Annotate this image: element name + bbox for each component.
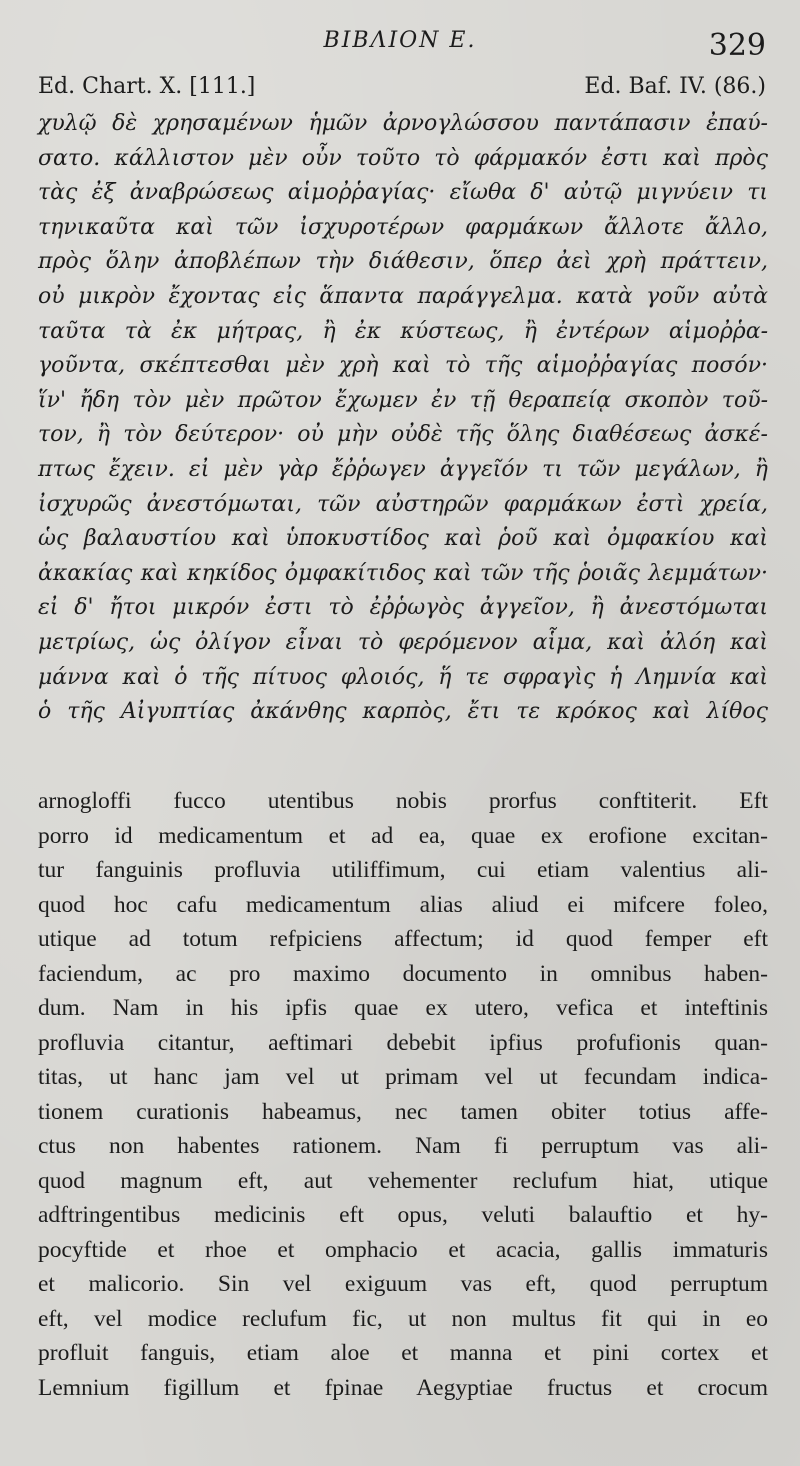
latin-line: et malicorio. Sin vel exiguum vas eft, quod perruptum — [38, 1271, 768, 1297]
latin-line: quod magnum eft, aut vehementer reclufum hiat, utique — [38, 1167, 768, 1194]
running-head: ΒΙΒΛΙΟΝ Ε. — [323, 28, 477, 53]
greek-line: ἵν' ἤδη τὸν μὲν πρῶτον ἔχωμεν ἐν τῇ θεραπείᾳ σκοπὸν τοῦ- — [38, 387, 768, 413]
edition-ref-right: Ed. Baf. IV. (86.) — [584, 74, 766, 99]
greek-line: ταῦτα τὰ ἐκ μήτρας, ἢ ἐκ κύστεως, ἢ ἐντέρων αἱμοῤῥα- — [38, 318, 768, 344]
greek-line: χυλῷ δὲ χρησαμένων ἡμῶν ἀρνογλώσσου παντάπασιν ἐπαύ- — [38, 111, 768, 136]
latin-line: dum. Nam in his ipfis quae ex utero, vefica et inteftinis — [38, 995, 768, 1021]
latin-line: quod hoc cafu medicamentum alias aliud ei mifcere foleo, — [38, 891, 768, 918]
greek-line: οὐ μικρὸν ἔχοντας εἰς ἅπαντα παράγγελμα. κατὰ γοῦν αὐτὰ — [38, 283, 768, 309]
greek-line: ὁ τῆς Αἰγυπτίας ἀκάνθης καρπὸς, ἔτι τε κρόκος καὶ λίθος — [38, 699, 768, 725]
greek-line: εἰ δ' ἤτοι μικρόν ἐστι τὸ ἐῤῥωγὸς ἀγγεῖον, ἢ ἀνεστόμωται — [38, 595, 768, 621]
latin-line: profluvia citantur, aeftimari debebit ipfius profufionis quan- — [38, 1029, 768, 1056]
latin-line: utique ad totum refpiciens affectum; id quod femper eft — [38, 926, 768, 952]
greek-text-block — [38, 107, 768, 730]
latin-line: arnogloffi fucco utentibus nobis prorfus conftiterit. Eft — [38, 788, 768, 814]
greek-line: γοῦντα, σκέπτεσθαι μὲν χρὴ καὶ τὸ τῆς αἱμοῤῥαγίας ποσόν· — [38, 353, 768, 379]
edition-ref-left: Ed. Chart. X. [111.] — [38, 74, 256, 99]
latin-line: eft, vel modice reclufum fic, ut non multus fit qui in eo — [38, 1305, 768, 1332]
latin-line: faciendum, ac pro maximo documento in omnibus haben- — [38, 960, 768, 987]
greek-line: ἰσχυρῶς ἀνεστόμωται, τῶν αὐστηρῶν φαρμάκων ἐστὶ χρεία, — [38, 491, 768, 517]
greek-line: μάννα καὶ ὁ τῆς πίτυος φλοιός, ἥ τε σφραγὶς ἡ Λημνία καὶ — [38, 664, 768, 690]
latin-line: profluit fanguis, etiam aloe et manna et pini cortex et — [38, 1340, 768, 1366]
latin-line: adftringentibus medicinis eft opus, veluti balauftio et hy- — [38, 1202, 768, 1228]
greek-line: πτως ἔχειν. εἰ μὲν γὰρ ἔῤῥωγεν ἀγγεῖόν τι τῶν μεγάλων, ἢ — [38, 456, 768, 482]
latin-text-block — [38, 784, 768, 1405]
latin-line: tur fanguinis profluvia utiliffimum, cui etiam valentius ali- — [38, 857, 768, 883]
greek-line: ὡς βαλαυστίου καὶ ὑποκυστίδος καὶ ῥοῦ καὶ ὀμφακίου καὶ — [38, 526, 768, 552]
greek-line: ἀκακίας καὶ κηκίδος ὀμφακίτιδος καὶ τῶν τῆς ῥοιᾶς λεμμάτων· — [38, 560, 768, 586]
greek-line: τηνικαῦτα καὶ τῶν ἰσχυροτέρων φαρμάκων ἄλλοτε ἄλλο, — [38, 214, 768, 240]
latin-line: pocyftide et rhoe et omphacio et acacia, gallis immaturis — [38, 1236, 768, 1263]
latin-line: ctus non habentes rationem. Nam fi perruptum vas ali- — [38, 1133, 768, 1159]
edition-references — [38, 74, 766, 99]
greek-line: σατο. κάλλιστον μὲν οὖν τοῦτο τὸ φάρμακόν ἐστι καὶ πρὸς — [38, 145, 768, 171]
greek-line: μετρίως, ὡς ὀλίγον εἶναι τὸ φερόμενον αἷμα, καὶ ἀλόη καὶ — [38, 629, 768, 655]
greek-line: τον, ἢ τὸν δεύτερον· οὐ μὴν οὐδὲ τῆς ὅλης διαθέσεως ἀσκέ- — [38, 422, 768, 448]
page-number: 329 — [708, 28, 766, 63]
latin-line: tionem curationis habeamus, nec tamen obiter totius affe- — [38, 1098, 768, 1125]
greek-line: τὰς ἐξ ἀναβρώσεως αἱμοῤῥαγίας· εἴωθα δ' αὐτῷ μιγνύειν τι — [38, 180, 768, 206]
latin-line: porro id medicamentum et ad ea, quae ex erofione excitan- — [38, 822, 768, 849]
latin-line: Lemnium figillum et fpinae Aegyptiae fructus et crocum — [38, 1374, 768, 1401]
latin-line: titas, ut hanc jam vel ut primam vel ut fecundam indica- — [38, 1064, 768, 1090]
greek-line: πρὸς ὅλην ἀποβλέπων τὴν διάθεσιν, ὅπερ ἀεὶ χρὴ πράττειν, — [38, 249, 768, 275]
